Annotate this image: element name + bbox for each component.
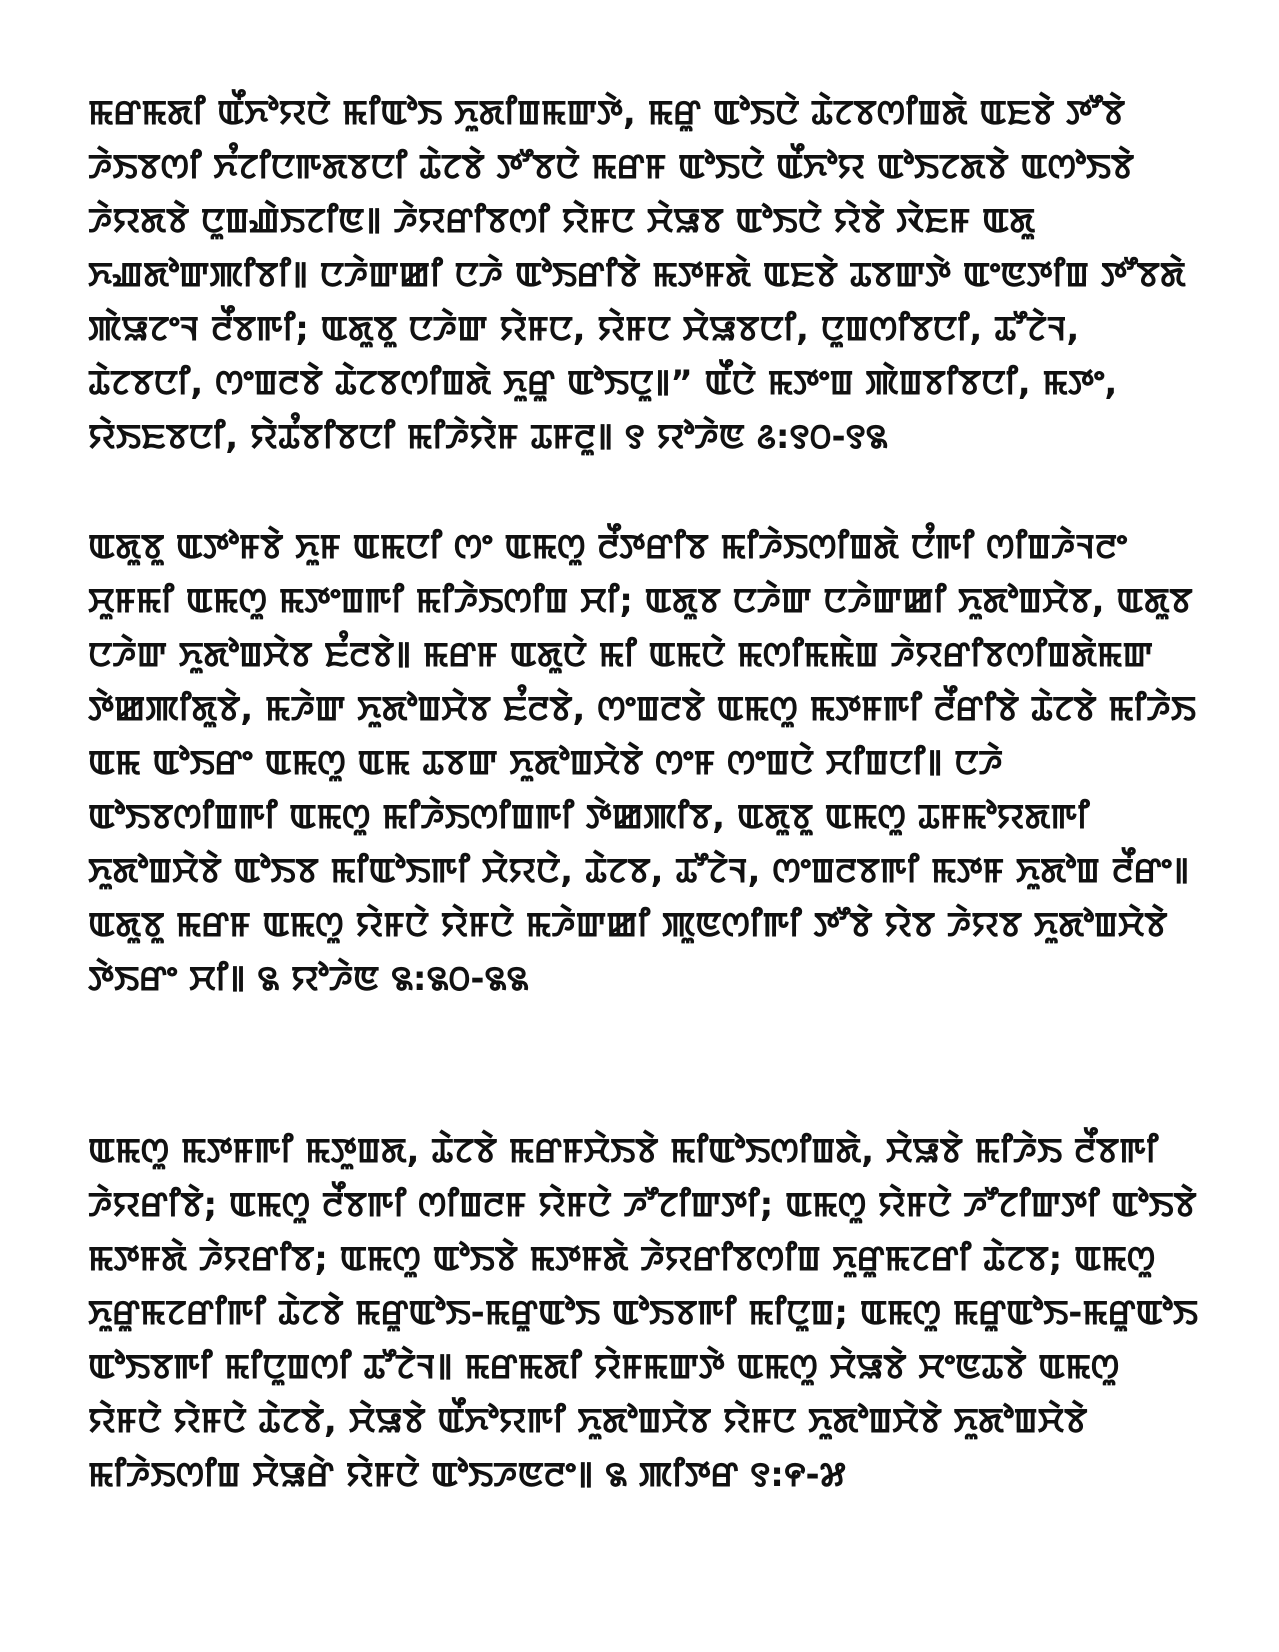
paragraph-1: ꯃꯔꯃꯗꯤ ꯑꯩꯈꯣꯌꯅꯥ ꯃꯤꯑꯣꯏ ꯈꯨꯗꯤꯡꯃꯛꯇꯥ, ꯃꯔꯨ ꯑꯣꯏꯅꯥ ꯊꯥꯖꯕꯁꯤꯡꯗꯥ ꯑꯐꯕꯥ ꯇꯧꯕꯥ ꯍꯥꯏꯕꯁꯤ ꯈꯪꯖꯤꯅꯒꯗꯕꯅꯤ ꯊꯥꯖꯕꯥ ꯇꯧꯕꯅꯥ ꯃꯔꯝ ꯑꯣꯏꯅꯥ ꯑꯩꯈꯣꯌ ꯑꯣꯏꯖꯗꯕꯥ ꯑꯁꯣꯏꯕꯥ ꯍꯥꯌꯗꯕꯥ ꯅꯨꯡꯉꯥꯏꯖꯤꯟ꯫ ꯍꯥꯌꯔꯤꯕꯁꯤ ꯌꯥꯝꯅ ꯆꯥꯎꯕ ꯑꯣꯏꯅꯥ ꯌꯥꯕꯥ ꯋꯥꯐꯝ ꯑꯗꯨ ꯈꯉꯗꯣꯛꯄꯤꯕꯤ꯫ ꯅꯍꯥꯛꯀꯤ ꯅꯍꯥ ꯑꯣꯏꯔꯤꯕꯥ ꯃꯇꯝꯗꯥ ꯑꯐꯕꯥ ꯊꯕꯛꯇꯥ ꯑꯦꯟꯇꯤꯡ ꯇꯧꯕꯗꯥ ꯄꯥꯎꯖꯦꯜ ꯂꯩꯕꯒꯤ; ꯑꯗꯨꯕꯨ ꯅꯍꯥꯛ ꯌꯥꯝꯅ, ꯌꯥꯝꯅ ꯆꯥꯎꯕꯅꯤ, ꯅꯨꯡꯁꯤꯕꯅꯤ, ꯊꯧꯖꯥꯜ, ꯊꯥꯖꯕꯅꯤ, ꯁꯦꯡꯂꯕꯥ ꯊꯥꯖꯕꯁꯤꯡꯗꯥ ꯈꯨꯔꯨ ꯑꯣꯏꯅꯨ꯫” ꯑꯩꯅꯥ ꯃꯇꯦꯡ ꯄꯥꯡꯕꯤꯕꯅꯤ, ꯃꯇꯦ, ꯌꯥꯏꯐꯕꯅꯤ, ꯌꯥꯊꯪꯕꯤꯕꯅꯤ ꯃꯤꯍꯥꯌꯥꯝ ꯊꯝꯂꯨ꯫ ꯱ ꯌꯣꯍꯥꯟ ꯴:꯱꯰-꯱꯲ <box>88 93 1186 457</box>
paragraph-3: ꯑꯃꯁꯨ ꯃꯇꯝꯒꯤ ꯃꯇꯨꯡꯗ, ꯊꯥꯖꯕꯥ ꯃꯔꯝꯆꯥꯏꯕꯥ ꯃꯤꯑꯣꯏꯁꯤꯡꯗꯥ, ꯆꯥꯎꯕꯥ ꯃꯤꯍꯥꯏ ꯂꯩꯕꯒꯤ ꯍꯥꯌꯔꯤꯕꯥ; ꯑꯃꯁꯨ ꯂꯩꯕꯒꯤ ꯁꯤꯡꯂꯝ ꯌꯥꯝꯅꯥ ꯍꯧꯖꯤꯛꯇꯤ; ꯑꯃꯁꯨ ꯌꯥꯝꯅꯥ ꯍꯧꯖꯤꯛꯇꯤ ꯑꯣꯏꯕꯥ ꯃꯇꯝꯗꯥ ꯍꯥꯌꯔꯤꯕ; ꯑꯃꯁꯨ ꯑꯣꯏꯕꯥ ꯃꯇꯝꯗꯥ ꯍꯥꯌꯔꯤꯕꯁꯤꯡ ꯈꯨꯔꯨꯃꯖꯔꯤ ꯊꯥꯖꯕ; ꯑꯃꯁꯨ ꯈꯨꯔꯨꯃꯖꯔꯤꯒꯤ ꯊꯥꯖꯕꯥ ꯃꯔꯨꯑꯣꯏ-ꯃꯔꯨꯑꯣꯏ ꯑꯣꯏꯕꯒꯤ ꯃꯤꯅꯨꯡ; ꯑꯃꯁꯨ ꯃꯔꯨꯑꯣꯏ-ꯃꯔꯨꯑꯣꯏ ꯑꯣꯏꯕꯒꯤ ꯃꯤꯅꯨꯡꯁꯤ ꯊꯧꯖꯥꯜ꯫ ꯃꯔꯃꯗꯤ ꯌꯥꯝꯃꯛꯇꯥ ꯑꯃꯁꯨ ꯆꯥꯎꯕꯥ ꯆꯦꯟꯊꯕꯥ ꯑꯃꯁꯨ ꯌꯥꯝꯅꯥ ꯌꯥꯝꯅꯥ ꯊꯥꯖꯕꯥ, ꯆꯥꯎꯕꯥ ꯑꯩꯈꯣꯌꯒꯤ ꯈꯨꯗꯣꯡꯆꯥꯕ ꯌꯥꯝꯅ ꯈꯨꯗꯣꯡꯆꯥꯕꯥ ꯈꯨꯗꯣꯡꯆꯥꯕꯥ ꯃꯤꯍꯥꯏꯁꯤꯡ ꯆꯥꯎꯔꯥ ꯌꯥꯝꯅꯥ ꯑꯣꯏꯍꯟꯂꯦ꯫ ꯲ ꯄꯤꯇꯔ ꯱:꯵-꯷ <box>88 1131 1198 1495</box>
paragraph-2: ꯑꯗꯨꯕꯨ ꯑꯇꯣꯝꯕꯥ ꯈꯨꯝ ꯑꯃꯅꯤ ꯁꯦ ꯑꯃꯁꯨ ꯂꯩꯇꯔꯤꯕ ꯃꯤꯍꯥꯏꯁꯤꯡꯗꯥ ꯅꯪꯒꯤ ꯁꯤꯡꯍꯥꯜꯂꯦ ꯆꯨꯝꯃꯤ ꯑꯃꯁꯨ ꯃꯇꯦꯡꯒꯤ ꯃꯤꯍꯥꯏꯁꯤꯡ ꯆꯤ; ꯑꯗꯨꯕ ꯅꯍꯥꯛ ꯅꯍꯥꯛꯀꯤ ꯈꯨꯗꯣꯡꯆꯥꯕ, ꯑꯗꯨꯕ ꯅꯍꯥꯛ ꯈꯨꯗꯣꯡꯆꯥꯕ ꯐꯪꯂꯕꯥ꯫ ꯃꯔꯝ ꯑꯗꯨꯅꯥ ꯃꯤ ꯑꯃꯅꯥ ꯃꯁꯤꯃꯃꯥꯡ ꯍꯥꯌꯔꯤꯕꯁꯤꯡꯗꯥꯃꯛ ꯇꯥꯀꯄꯤꯗꯨꯕꯥ, ꯃꯍꯥꯛ ꯈꯨꯗꯣꯡꯆꯥꯕ ꯐꯪꯂꯕꯥ, ꯁꯦꯡꯂꯕꯥ ꯑꯃꯁꯨ ꯃꯇꯝꯒꯤ ꯂꯩꯔꯤꯕꯥ ꯊꯥꯖꯕꯥ ꯃꯤꯍꯥꯏ ꯑꯃ ꯑꯣꯏꯔꯦ ꯑꯃꯁꯨ ꯑꯃ ꯊꯕꯛ ꯈꯨꯗꯣꯡꯆꯥꯕꯥ ꯁꯦꯝ ꯁꯦꯡꯅꯥ ꯆꯤꯡꯅꯤ꯫ ꯅꯍꯥ ꯑꯣꯏꯕꯁꯤꯡꯒꯤ ꯑꯃꯁꯨ ꯃꯤꯍꯥꯏꯁꯤꯡꯒꯤ ꯇꯥꯀꯄꯤꯕ, ꯑꯗꯨꯕꯨ ꯑꯃꯁꯨ ꯊꯝꯃꯣꯌꯗꯒꯤ ꯈꯨꯗꯣꯡꯆꯥꯕꯥ ꯑꯣꯏꯕ ꯃꯤꯑꯣꯏꯒꯤ ꯆꯥꯌꯅꯥ, ꯊꯥꯖꯕ, ꯊꯧꯖꯥꯜ, ꯁꯦꯡꯂꯕꯒꯤ ꯃꯇꯝ ꯈꯨꯗꯣꯡ ꯂꯩꯔꯦ꯫ ꯑꯗꯨꯕꯨ ꯃꯔꯝ ꯑꯃꯁꯨ ꯌꯥꯝꯅꯥ ꯌꯥꯝꯅꯥ ꯃꯍꯥꯛꯀꯤ ꯄꯨꯟꯁꯤꯒꯤ ꯇꯧꯕꯥ ꯌꯥꯕ ꯍꯥꯌꯕ ꯈꯨꯗꯣꯡꯆꯥꯕꯥ ꯇꯥꯏꯔꯦ ꯆꯤ꯫ ꯲ ꯌꯣꯍꯥꯟ ꯲:꯲꯰-꯲꯲ <box>88 527 1196 999</box>
